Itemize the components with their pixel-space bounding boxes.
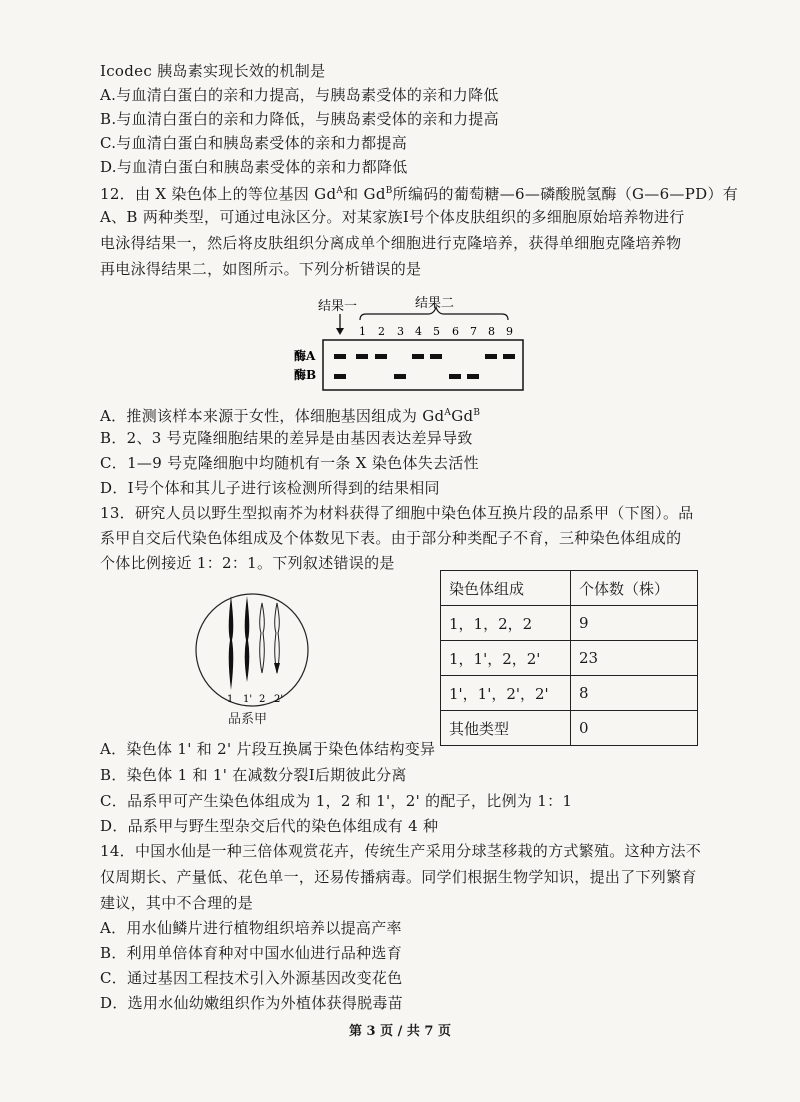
header-cell: 染色体组成 bbox=[441, 571, 571, 606]
option-a: A.与血清白蛋白的亲和力提高，与胰岛素受体的亲和力降低 bbox=[100, 86, 499, 104]
option-text: Gd bbox=[451, 407, 474, 425]
option-a: A．染色体 1' 和 2' 片段互换属于染色体结构变异 bbox=[100, 740, 436, 758]
gel-band bbox=[356, 354, 368, 359]
table-cell: 1，1，2，2 bbox=[441, 606, 571, 641]
arrowhead-icon bbox=[336, 328, 344, 335]
table-cell: 0 bbox=[571, 711, 698, 746]
chromosome-1-prime bbox=[245, 596, 250, 682]
enzyme-b-label: 酶B bbox=[294, 368, 317, 382]
chromosome-label: 1 bbox=[227, 694, 234, 705]
question-stem: 系甲自交后代染色体组成及个体数见下表。由于部分种类配子不育，三种染色体组成的 bbox=[100, 529, 682, 547]
question-stem: 再电泳得结果二，如图所示。下列分析错误的是 bbox=[100, 260, 422, 278]
lane-label: 6 bbox=[452, 325, 459, 338]
gel-frame bbox=[323, 340, 523, 390]
result1-label: 结果一 bbox=[318, 299, 358, 314]
table-row bbox=[441, 676, 698, 711]
gel-band bbox=[449, 374, 461, 379]
table-row bbox=[441, 606, 698, 641]
lane-label: 4 bbox=[415, 325, 422, 338]
option-b: B．2、3 号克隆细胞结果的差异是由基因表达差异导致 bbox=[100, 429, 473, 447]
option-a bbox=[100, 402, 480, 427]
chromosome-label: 2 bbox=[259, 694, 266, 705]
question-stem: A、B 两种类型，可通过电泳区分。对某家族Ⅰ号个体皮肤组织的多细胞原始培养物进行 bbox=[100, 208, 685, 226]
superscript: A bbox=[444, 408, 452, 418]
gel-band bbox=[430, 354, 442, 359]
chromosome-2 bbox=[260, 603, 265, 673]
gel-band bbox=[334, 374, 346, 379]
stem-text: 12．由 X 染色体上的等位基因 Gd bbox=[100, 185, 337, 203]
option-a: A．用水仙鳞片进行植物组织培养以提高产率 bbox=[100, 919, 402, 937]
question-stem: Icodec 胰岛素实现长效的机制是 bbox=[100, 62, 326, 80]
table-cell: 1'，1'，2'，2' bbox=[441, 676, 571, 711]
gel-band bbox=[485, 354, 497, 359]
option-d: D.与血清白蛋白和胰岛素受体的亲和力都降低 bbox=[100, 158, 408, 176]
lane-label: 5 bbox=[433, 325, 440, 338]
option-d: D．Ⅰ号个体和其儿子进行该检测所得到的结果相同 bbox=[100, 479, 440, 497]
question-stem: 14．中国水仙是一种三倍体观赏花卉，传统生产采用分球茎移栽的方式繁殖。这种方法不 bbox=[100, 842, 702, 860]
table-header bbox=[441, 571, 698, 606]
option-b: B．染色体 1 和 1' 在减数分裂Ⅰ后期彼此分离 bbox=[100, 766, 407, 784]
lane-label: 9 bbox=[506, 325, 513, 338]
question-stem: 13．研究人员以野生型拟南芥为材料获得了细胞中染色体互换片段的品系甲（下图）。品 bbox=[100, 504, 694, 522]
electrophoresis-figure bbox=[290, 290, 530, 400]
table-cell: 其他类型 bbox=[441, 711, 571, 746]
option-c: C.与血清白蛋白和胰岛素受体的亲和力都提高 bbox=[100, 134, 408, 152]
gel-band bbox=[394, 374, 406, 379]
chromosome-figure bbox=[195, 578, 315, 728]
option-d: D．选用水仙幼嫩组织作为外植体获得脱毒苗 bbox=[100, 994, 404, 1012]
gel-band bbox=[412, 354, 424, 359]
gel-band bbox=[375, 354, 387, 359]
table-cell: 8 bbox=[571, 676, 698, 711]
question-stem: 建议，其中不合理的是 bbox=[100, 894, 254, 912]
chromosome-label: 2' bbox=[274, 694, 284, 705]
option-b: B.与血清白蛋白的亲和力降低，与胰岛素受体的亲和力提高 bbox=[100, 110, 499, 128]
stem-text: 和 Gd bbox=[343, 185, 386, 203]
chromosome-label: 1' bbox=[243, 694, 253, 705]
enzyme-a-label: 酶A bbox=[294, 349, 316, 363]
lane-label: 7 bbox=[470, 325, 477, 338]
question-stem: 仅周期长、产量低、花色单一，还易传播病毒。同学们根据生物学知识，提出了下列繁育 bbox=[100, 868, 697, 886]
chromosome-2-prime bbox=[275, 603, 280, 673]
question-stem: 电泳得结果一，然后将皮肤组织分离成单个细胞进行克隆培养，获得单细胞克隆培养物 bbox=[100, 234, 682, 252]
table-cell: 23 bbox=[571, 641, 698, 676]
table-cell: 1，1'，2，2' bbox=[441, 641, 571, 676]
table-row bbox=[441, 711, 698, 746]
option-c: C．1—9 号克隆细胞中均随机有一条 X 染色体失去活性 bbox=[100, 454, 479, 472]
chromosome-table bbox=[440, 570, 698, 746]
question-stem: 个体比例接近 1：2：1。下列叙述错误的是 bbox=[100, 554, 395, 572]
lane-label: 2 bbox=[378, 325, 385, 338]
table-row bbox=[441, 641, 698, 676]
option-c: C．品系甲可产生染色体组成为 1，2 和 1'，2' 的配子，比例为 1：1 bbox=[100, 792, 573, 810]
option-d: D．品系甲与野生型杂交后代的染色体组成有 4 种 bbox=[100, 817, 439, 835]
question-stem bbox=[100, 180, 738, 205]
option-text: A．推测该样本来源于女性，体细胞基因组成为 Gd bbox=[100, 407, 445, 425]
superscript: A bbox=[336, 186, 344, 196]
lane-label: 1 bbox=[359, 325, 366, 338]
header-cell: 个体数（株） bbox=[571, 571, 698, 606]
superscript: B bbox=[473, 408, 481, 418]
gel-band bbox=[467, 374, 479, 379]
gel-band bbox=[334, 354, 346, 359]
stem-text: 所编码的葡萄糖—6—磷酸脱氢酶（G—6—PD）有 bbox=[392, 185, 739, 203]
option-b: B．利用单倍体育种对中国水仙进行品种选育 bbox=[100, 944, 403, 962]
lane-label: 8 bbox=[488, 325, 495, 338]
figure-caption: 品系甲 bbox=[228, 712, 268, 727]
chromosome-1 bbox=[229, 596, 234, 690]
result2-label: 结果二 bbox=[415, 296, 455, 311]
page-footer: 第 3 页 / 共 7 页 bbox=[349, 1024, 451, 1039]
table-cell: 9 bbox=[571, 606, 698, 641]
superscript: B bbox=[385, 186, 393, 196]
gel-band bbox=[503, 354, 515, 359]
option-c: C．通过基因工程技术引入外源基因改变花色 bbox=[100, 969, 403, 987]
lane-label: 3 bbox=[397, 325, 404, 338]
